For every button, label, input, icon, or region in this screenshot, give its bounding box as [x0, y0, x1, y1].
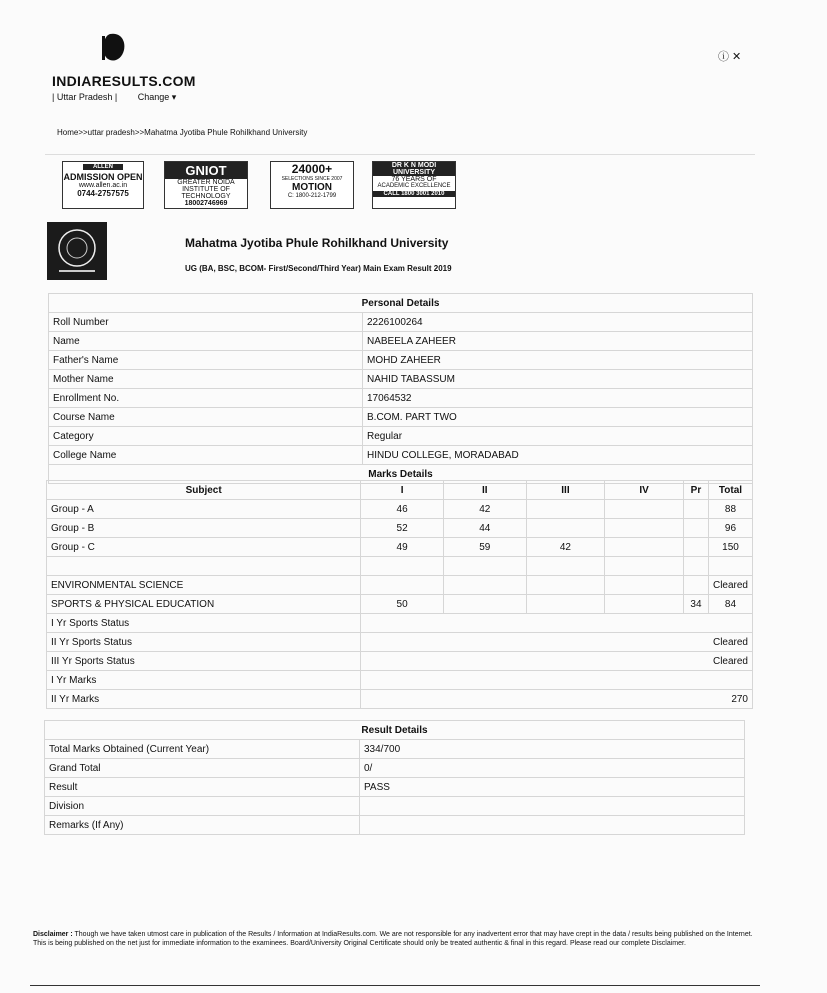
field-value: MOHD ZAHEER: [363, 351, 753, 370]
field-label: Result: [45, 778, 360, 797]
total-cell: [708, 557, 752, 576]
status-value: 270: [361, 690, 753, 709]
total-cell: 88: [708, 500, 752, 519]
mark-cell: [526, 595, 605, 614]
university-logo: [47, 222, 107, 280]
subject-name: Group - C: [47, 538, 361, 557]
total-cell: 150: [708, 538, 752, 557]
ad-knmodi-line1: 76 YEARS OF: [391, 176, 437, 183]
mark-cell: [605, 500, 684, 519]
field-label: Remarks (If Any): [45, 816, 360, 835]
status-label: II Yr Marks: [47, 690, 361, 709]
total-cell: 96: [708, 519, 752, 538]
col-ii: II: [443, 481, 526, 500]
field-label: Name: [49, 332, 363, 351]
ad-allen[interactable]: [62, 161, 144, 209]
marks-header-row: [47, 481, 753, 500]
ad-knmodi-phone: CALL 1800 3001 2010: [373, 191, 455, 197]
mark-cell: 34: [683, 595, 708, 614]
ad-knmodi-brand: DR K N MODI UNIVERSITY: [373, 162, 455, 176]
table-row: [45, 816, 745, 835]
field-value: [360, 797, 745, 816]
table-row: [47, 652, 753, 671]
university-name: Mahatma Jyotiba Phule Rohilkhand University: [185, 236, 449, 250]
table-row: [47, 557, 753, 576]
mark-cell: [526, 557, 605, 576]
result-details-heading: Result Details: [45, 721, 745, 740]
status-label: III Yr Sports Status: [47, 652, 361, 671]
ad-choices-close[interactable]: ⓘ ✕: [718, 51, 742, 63]
field-value: 334/700: [360, 740, 745, 759]
ad-allen-brand: ALLEN: [83, 164, 123, 170]
ad-knmodi-line2: ACADEMIC EXCELLENCE: [377, 183, 451, 189]
field-label: Father's Name: [49, 351, 363, 370]
ad-allen-title: ADMISSION OPEN: [63, 172, 143, 182]
ad-motion[interactable]: [270, 161, 354, 209]
subject-name: [47, 557, 361, 576]
mark-cell: [526, 519, 605, 538]
personal-details-table: [48, 293, 753, 484]
disclaimer-text: Though we have taken utmost care in publication of the Results / Information at IndiaResults.com. We are not responsible for any inadvertent error that may have crept in the data / results being published on the Internet. This is being published on the net just for immediate information to the examinees. Board/University Original Certificate should only be treated authentic & final in this regard. Please read our complete Disclaimer.: [33, 931, 753, 947]
field-value: NABEELA ZAHEER: [363, 332, 753, 351]
ad-knmodi[interactable]: [372, 161, 456, 209]
result-details-table: [44, 720, 745, 835]
mark-cell: [683, 519, 708, 538]
mark-cell: 44: [443, 519, 526, 538]
field-value: PASS: [360, 778, 745, 797]
table-row: [47, 614, 753, 633]
col-pr: Pr: [683, 481, 708, 500]
table-row: [49, 370, 753, 389]
status-value: [361, 671, 753, 690]
table-row: [47, 519, 753, 538]
table-row: [47, 690, 753, 709]
mark-cell: 49: [361, 538, 444, 557]
status-label: I Yr Sports Status: [47, 614, 361, 633]
site-region-bar: [52, 92, 194, 103]
mark-cell: [683, 576, 708, 595]
field-value: 2226100264: [363, 313, 753, 332]
mark-cell: [683, 538, 708, 557]
table-row: [47, 500, 753, 519]
field-label: Grand Total: [45, 759, 360, 778]
disclaimer-title: Disclaimer :: [33, 931, 73, 938]
indiaresults-logo-icon: [100, 32, 128, 66]
ad-gniot-line3: TECHNOLOGY: [181, 193, 231, 200]
field-value: NAHID TABASSUM: [363, 370, 753, 389]
mark-cell: 42: [526, 538, 605, 557]
table-row: [49, 332, 753, 351]
status-value: Cleared: [361, 652, 753, 671]
mark-cell: [683, 500, 708, 519]
field-label: Category: [49, 427, 363, 446]
table-row: [45, 778, 745, 797]
col-subject: Subject: [47, 481, 361, 500]
field-label: College Name: [49, 446, 363, 465]
ad-gniot-brand: GNIOT: [165, 162, 247, 179]
table-row: [49, 427, 753, 446]
field-label: Total Marks Obtained (Current Year): [45, 740, 360, 759]
university-seal-icon: [47, 222, 107, 280]
subject-name: Group - B: [47, 519, 361, 538]
subject-name: ENVIRONMENTAL SCIENCE: [47, 576, 361, 595]
table-row: [49, 351, 753, 370]
col-iv: IV: [605, 481, 684, 500]
table-row: [45, 740, 745, 759]
disclaimer: [33, 930, 753, 948]
ad-gniot-phone: 18002746969: [184, 200, 228, 207]
field-value: Regular: [363, 427, 753, 446]
ad-gniot-line2: INSTITUTE OF: [182, 186, 230, 193]
subject-name: Group - A: [47, 500, 361, 519]
table-row: [49, 408, 753, 427]
field-value: HINDU COLLEGE, MORADABAD: [363, 446, 753, 465]
table-row: [47, 576, 753, 595]
mark-cell: [443, 576, 526, 595]
mark-cell: [605, 557, 684, 576]
table-row: [47, 595, 753, 614]
subject-name: SPORTS & PHYSICAL EDUCATION: [47, 595, 361, 614]
mark-cell: [605, 538, 684, 557]
table-row: [47, 671, 753, 690]
site-name[interactable]: INDIARESULTS.COM: [52, 73, 196, 89]
table-row: [47, 538, 753, 557]
header-divider: [45, 154, 755, 155]
ad-motion-tag: SELECTIONS SINCE 2007: [281, 176, 343, 182]
col-total: Total: [708, 481, 752, 500]
mark-cell: 46: [361, 500, 444, 519]
personal-details-heading: Personal Details: [49, 294, 753, 313]
exam-title: UG (BA, BSC, BCOM- First/Second/Third Year) Main Exam Result 2019: [185, 264, 452, 273]
mark-cell: 50: [361, 595, 444, 614]
ad-gniot-line1: GREATER NOIDA: [177, 179, 235, 186]
field-label: Mother Name: [49, 370, 363, 389]
mark-cell: [605, 595, 684, 614]
total-cell: 84: [708, 595, 752, 614]
field-value: [360, 816, 745, 835]
mark-cell: [605, 519, 684, 538]
mark-cell: [443, 595, 526, 614]
mark-cell: 52: [361, 519, 444, 538]
mark-cell: [605, 576, 684, 595]
field-label: Enrollment No.: [49, 389, 363, 408]
ad-motion-brand: MOTION: [292, 182, 332, 193]
field-label: Division: [45, 797, 360, 816]
footer-divider: [30, 985, 760, 986]
table-row: [47, 633, 753, 652]
ad-allen-url: www.allen.ac.in: [78, 182, 128, 189]
ad-gniot[interactable]: [164, 161, 248, 209]
mark-cell: [361, 576, 444, 595]
field-label: Course Name: [49, 408, 363, 427]
change-region-link[interactable]: Change ▾: [137, 92, 177, 102]
table-row: [45, 797, 745, 816]
region-label: | Uttar Pradesh |: [52, 92, 118, 102]
total-cell: Cleared: [708, 576, 752, 595]
status-label: II Yr Sports Status: [47, 633, 361, 652]
field-label: Roll Number: [49, 313, 363, 332]
col-iii: III: [526, 481, 605, 500]
table-row: [49, 446, 753, 465]
ad-motion-phone: C: 1800-212-1799: [287, 193, 337, 199]
marks-details-heading: Marks Details: [49, 465, 753, 484]
field-value: 0/: [360, 759, 745, 778]
mark-cell: 42: [443, 500, 526, 519]
ad-motion-count: 24000+: [291, 162, 333, 176]
mark-cell: [683, 557, 708, 576]
ad-allen-phone: 0744-2757575: [77, 189, 129, 198]
status-value: [361, 614, 753, 633]
mark-cell: 59: [443, 538, 526, 557]
table-row: [49, 389, 753, 408]
breadcrumb[interactable]: Home>>uttar pradesh>>Mahatma Jyotiba Phule Rohilkhand University: [57, 128, 308, 137]
table-row: [45, 759, 745, 778]
mark-cell: [443, 557, 526, 576]
field-value: B.COM. PART TWO: [363, 408, 753, 427]
marks-details-table: [46, 480, 753, 709]
field-value: 17064532: [363, 389, 753, 408]
mark-cell: [526, 576, 605, 595]
table-row: [49, 313, 753, 332]
status-value: Cleared: [361, 633, 753, 652]
mark-cell: [361, 557, 444, 576]
col-i: I: [361, 481, 444, 500]
mark-cell: [526, 500, 605, 519]
status-label: I Yr Marks: [47, 671, 361, 690]
